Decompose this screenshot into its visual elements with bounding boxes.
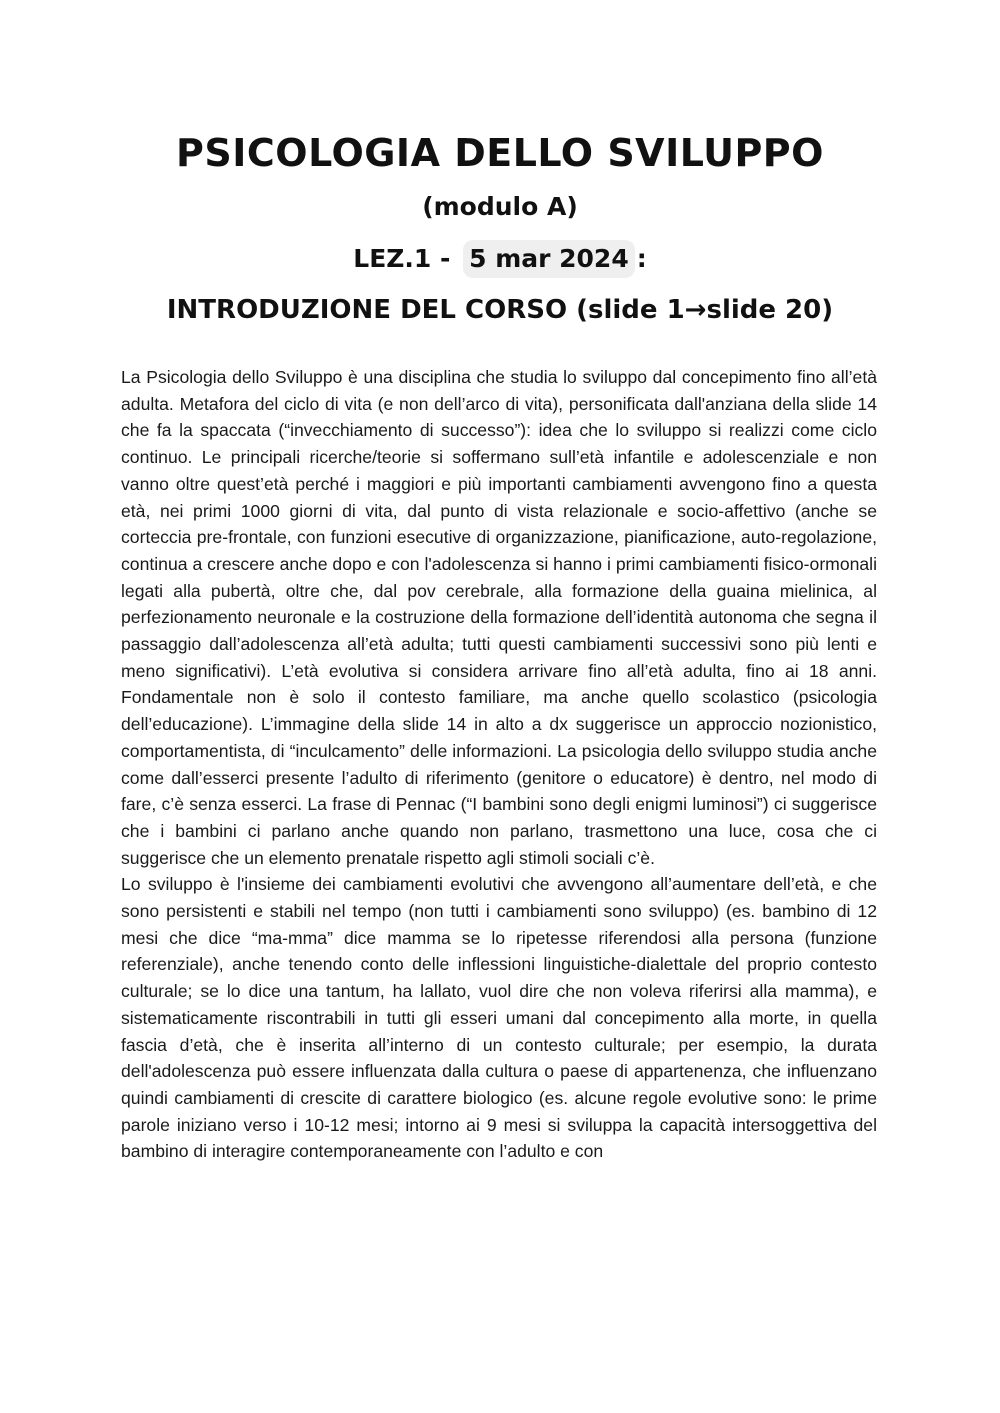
lesson-line <box>0 240 1000 278</box>
date-chip[interactable]: 5 mar 2024 <box>463 240 635 278</box>
document-subtitle: (modulo A) <box>422 192 578 221</box>
lesson-colon: : <box>636 244 647 273</box>
document-title: PSICOLOGIA DELLO SVILUPPO <box>176 131 824 175</box>
lesson-label: LEZ.1 - <box>353 244 451 273</box>
paragraph-2: Lo sviluppo è l'insieme dei cambiamenti evolutivi che avvengono all’aumentare dell’età, e che sono persistenti e stabili nel tempo (non tutti i cambiamenti sono sviluppo) (es. bambino di 12 mesi che dice “ma-mma” dice mamma se lo ripetesse riferendosi alla persona (funzione referenziale), anche tenendo conto delle inflessioni linguistiche-dialettale del proprio contesto culturale; se lo dice una tantum, ha lallato, vuol dire che non voleva riferirsi alla mamma), e sistematicamente riscontrabili in tutti gli esseri umani dal concepimento alla morte, in quella fascia d’età, che è inserita all’interno di un contesto culturale; per esempio, la durata dell'adolescenza può essere influenzata dalla cultura o paese di appartenenza, che influenzano quindi cambiamenti di crescite di carattere biologico (es. alcune regole evolutive sono: le prime parole iniziano verso i 10-12 mesi; intorno ai 9 mesi si sviluppa la capacità intersoggettiva del bambino di interagire contemporaneamente con l’adulto e con <box>121 874 877 1162</box>
document-header <box>0 126 1000 328</box>
section-heading: INTRODUZIONE DEL CORSO (slide 1→slide 20) <box>166 295 834 325</box>
body-text <box>121 364 877 1165</box>
paragraph-1: La Psicologia dello Sviluppo è una disciplina che studia lo sviluppo dal concepimento fino all’età adulta. Metafora del ciclo di vita (e non dell’arco di vita), personificata dall'anziana della slide 14 che fa la spaccata (“invecchiamento di successo”): idea che lo sviluppo si realizzi come ciclo continuo. Le principali ricerche/teorie si soffermano sull’età infantile e adolescenziale e non vanno oltre quest’età perché i maggiori e più importanti cambiamenti avvengono fino a questa età, nei primi 1000 giorni di vita, dal punto di vista relazionale e socio-affettivo (anche se corteccia pre-frontale, con funzioni esecutive di organizzazione, pianificazione, auto-regolazione, continua a crescere anche dopo e con l'adolescenza si hanno i primi cambiamenti fisico-ormonali legati alla pubertà, oltre che, dal pov cerebrale, alla formazione della guaina mielinica, al perfezionamento neuronale e la costruzione della formazione dell’identità autonoma che segna il passaggio dall’adolescenza all’età adulta; tutti questi cambiamenti successivi sono più lenti e meno significativi). L’età evolutiva si considera arrivare fino all’età adulta, fino ai 18 anni. Fondamentale non è solo il contesto familiare, ma anche quello scolastico (psicologia dell’educazione). L’immagine della slide 14 in alto a dx suggerisce un approccio nozionistico, comportamentista, di “inculcamento” delle informazioni. La psicologia dello sviluppo studia anche come dall’esserci presente l’adulto di riferimento (genitore o educatore) è dentro, nel modo di fare, c’è senza esserci. La frase di Pennac (“I bambini sono degli enigmi luminosi”) ci suggerisce che i bambini ci parlano anche quando non parlano, trasmettono una luce, cosa che ci suggerisce che un elemento prenatale rispetto agli stimoli sociali c’è. <box>121 367 877 868</box>
